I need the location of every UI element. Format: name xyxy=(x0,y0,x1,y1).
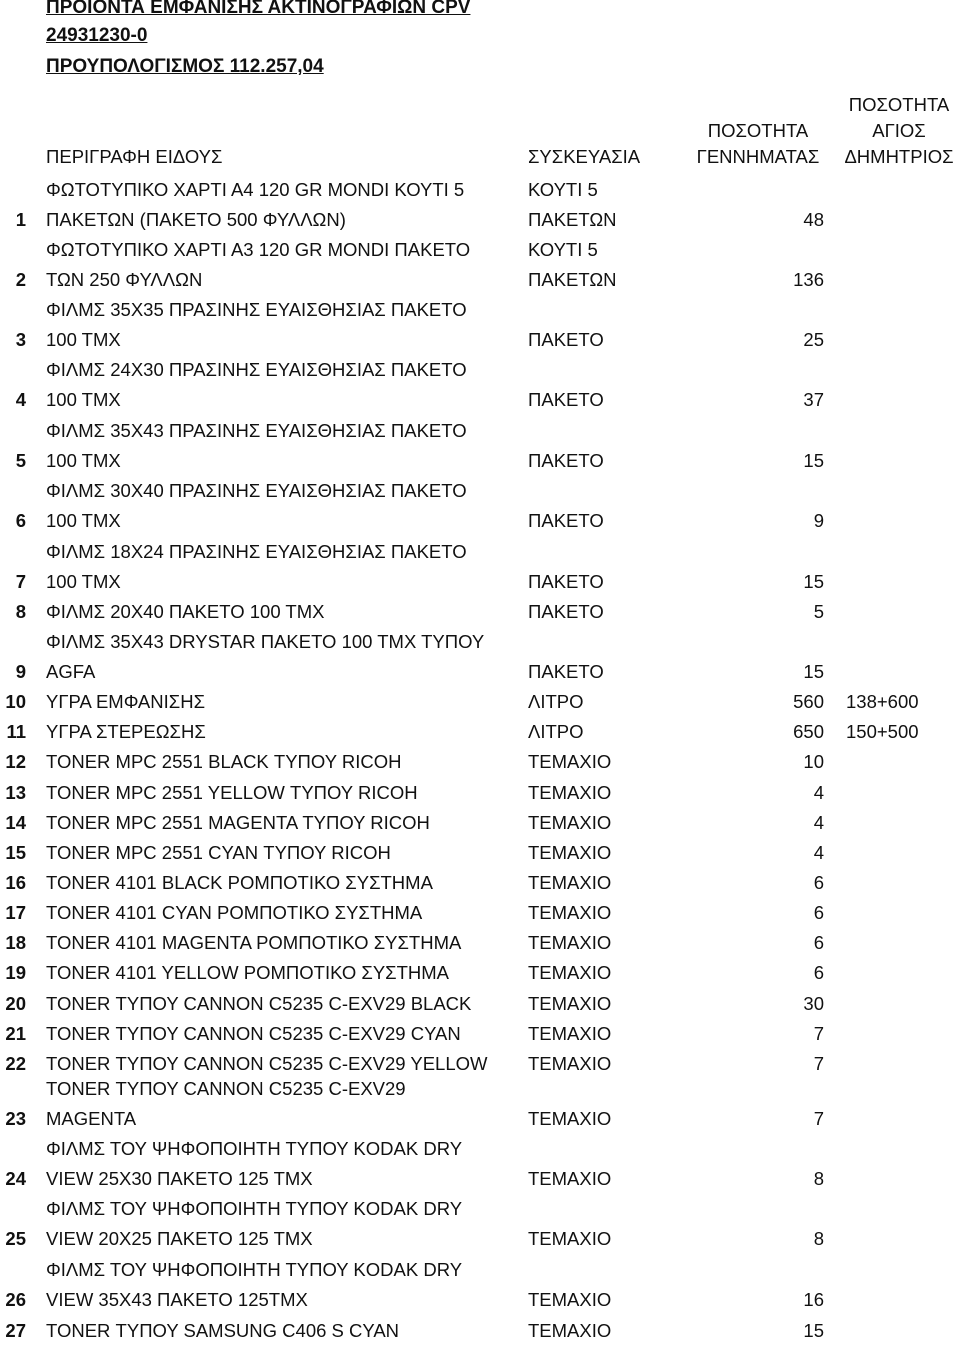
qty-gennimatas: 15 xyxy=(803,571,824,592)
item-description: 100 ΤΜΧ xyxy=(46,571,121,592)
row-number: 11 xyxy=(6,721,26,742)
item-packaging: ΠΑΚΕΤΟ xyxy=(528,661,604,682)
item-description: TONER ΤΥΠΟΥ CANNON C5235 C-EXV29 BLACK xyxy=(46,993,472,1014)
qty-gennimatas: 136 xyxy=(793,269,824,290)
item-description: 100 ΤΜΧ xyxy=(46,389,121,410)
qty-gennimatas: 8 xyxy=(813,1228,824,1249)
item-description: VIEW 20Χ25 ΠΑΚΕΤΟ 125 ΤΜΧ xyxy=(46,1228,313,1249)
row-number: 19 xyxy=(5,962,26,983)
row-number: 21 xyxy=(5,1023,26,1044)
item-description-line1: ΦΙΛΜΣ 35Χ43 ΠΡΑΣΙΝΗΣ ΕΥΑΙΣΘΗΣΙΑΣ ΠΑΚΕΤΟ xyxy=(46,420,467,441)
row-number: 7 xyxy=(15,571,26,592)
item-description-line1: ΦΙΛΜΣ ΤΟΥ ΨΗΦΟΠΟΙΗΤΗ ΤΥΠΟΥ KODAK DRY xyxy=(46,1138,463,1159)
item-description: TONER 4101 MAGENTA ΡΟΜΠΟΤΙΚΟ ΣΥΣΤΗΜΑ xyxy=(46,932,462,953)
item-packaging: ΤΕΜΑΧΙΟ xyxy=(528,1168,612,1189)
item-packaging: ΠΑΚΕΤΟ xyxy=(528,329,604,350)
item-packaging: ΠΑΚΕΤΩΝ xyxy=(528,209,617,230)
item-description: TONER MPC 2551 YELLOW ΤΥΠΟΥ RICOH xyxy=(46,782,418,803)
item-packaging-line1: ΚΟΥΤΙ 5 xyxy=(528,239,598,260)
qty-gennimatas: 48 xyxy=(803,209,824,230)
item-description: ΤΩΝ 250 ΦΥΛΛΩΝ xyxy=(46,269,203,290)
qty-gennimatas: 6 xyxy=(813,932,824,953)
qty-gennimatas: 650 xyxy=(793,721,824,742)
row-number: 16 xyxy=(5,872,26,893)
qty-gennimatas: 15 xyxy=(803,450,824,471)
qty-gennimatas: 8 xyxy=(813,1168,824,1189)
item-description: TONER MPC 2551 CYAN ΤΥΠΟΥ RICOH xyxy=(46,842,391,863)
item-packaging: ΤΕΜΑΧΙΟ xyxy=(528,1053,612,1074)
qty-gennimatas: 6 xyxy=(813,902,824,923)
budget-line: ΠΡΟΥΠΟΛΟΓΙΣΜΟΣ 112.257,04 xyxy=(46,56,324,77)
row-number: 26 xyxy=(5,1289,26,1310)
col-header-qty-gennimatas-l2: ΓΕΝΝΗΜΑΤΑΣ xyxy=(696,146,820,167)
qty-gennimatas: 6 xyxy=(813,872,824,893)
item-packaging: ΠΑΚΕΤΟ xyxy=(528,389,604,410)
row-number: 18 xyxy=(5,932,26,953)
item-description: TONER MPC 2551 MAGENTA ΤΥΠΟΥ RICOH xyxy=(46,812,430,833)
item-description-line1: ΦΩΤΟΤΥΠΙΚΟ ΧΑΡΤΙ Α3 120 GR MONDI ΠΑΚΕΤΟ xyxy=(46,239,471,260)
row-number: 23 xyxy=(5,1108,26,1129)
row-number: 8 xyxy=(15,601,26,622)
row-number: 27 xyxy=(5,1320,26,1341)
item-description-line1: ΦΙΛΜΣ 18Χ24 ΠΡΑΣΙΝΗΣ ΕΥΑΙΣΘΗΣΙΑΣ ΠΑΚΕΤΟ xyxy=(46,541,467,562)
item-description: TONER 4101 CYAN ΡΟΜΠΟΤΙΚΟ ΣΥΣΤΗΜΑ xyxy=(46,902,423,923)
item-packaging: ΤΕΜΑΧΙΟ xyxy=(528,1228,612,1249)
item-description-line1: ΦΙΛΜΣ 35Χ43 DRYSTAR ΠΑΚΕΤΟ 100 ΤΜΧ ΤΥΠΟΥ xyxy=(46,631,485,652)
item-description: ΥΓΡΑ ΕΜΦΑΝΙΣΗΣ xyxy=(46,691,206,712)
row-number: 17 xyxy=(5,902,26,923)
qty-gennimatas: 7 xyxy=(813,1108,824,1129)
item-packaging: ΤΕΜΑΧΙΟ xyxy=(528,751,612,772)
qty-gennimatas: 10 xyxy=(803,751,824,772)
col-header-qty-gennimatas-l1: ΠΟΣΟΤΗΤΑ xyxy=(707,120,809,141)
qty-agios-dimitrios: 150+500 xyxy=(846,721,919,742)
item-description: ΥΓΡΑ ΣΤΕΡΕΩΣΗΣ xyxy=(46,721,206,742)
item-description-line1: ΦΙΛΜΣ 24Χ30 ΠΡΑΣΙΝΗΣ ΕΥΑΙΣΘΗΣΙΑΣ ΠΑΚΕΤΟ xyxy=(46,359,467,380)
qty-gennimatas: 30 xyxy=(803,993,824,1014)
qty-gennimatas: 15 xyxy=(803,661,824,682)
item-description: 100 ΤΜΧ xyxy=(46,510,121,531)
col-header-qty-agios-l1: ΠΟΣΟΤΗΤΑ xyxy=(848,94,950,115)
item-packaging: ΤΕΜΑΧΙΟ xyxy=(528,993,612,1014)
col-header-qty-agios-l3: ΔΗΜΗΤΡΙΟΣ xyxy=(844,146,954,167)
row-number: 10 xyxy=(5,691,26,712)
item-packaging: ΤΕΜΑΧΙΟ xyxy=(528,842,612,863)
item-packaging-line1: ΚΟΥΤΙ 5 xyxy=(528,179,598,200)
item-description: TONER 4101 BLACK ΡΟΜΠΟΤΙΚΟ ΣΥΣΤΗΜΑ xyxy=(46,872,433,893)
item-description: TONER MPC 2551 BLACK ΤΥΠΟΥ RICOH xyxy=(46,751,402,772)
col-header-description: ΠΕΡΙΓΡΑΦΗ ΕΙΔΟΥΣ xyxy=(46,146,223,167)
qty-gennimatas: 7 xyxy=(813,1053,824,1074)
item-description-line1: ΦΙΛΜΣ 35Χ35 ΠΡΑΣΙΝΗΣ ΕΥΑΙΣΘΗΣΙΑΣ ΠΑΚΕΤΟ xyxy=(46,299,467,320)
item-description-line1: ΦΩΤΟΤΥΠΙΚΟ ΧΑΡΤΙ Α4 120 GR MONDI ΚΟΥΤΙ 5 xyxy=(46,179,465,200)
qty-gennimatas: 25 xyxy=(803,329,824,350)
row-number: 3 xyxy=(15,329,26,350)
row-number: 1 xyxy=(15,209,26,230)
item-packaging: ΤΕΜΑΧΙΟ xyxy=(528,1108,612,1129)
item-packaging: ΤΕΜΑΧΙΟ xyxy=(528,812,612,833)
row-number: 2 xyxy=(15,269,26,290)
item-description: 100 ΤΜΧ xyxy=(46,450,121,471)
item-packaging: ΠΑΚΕΤΟ xyxy=(528,510,604,531)
item-description: TONER ΤΥΠΟΥ SAMSUNG C406 S CYAN xyxy=(46,1320,400,1341)
item-description: TONER ΤΥΠΟΥ CANNON C5235 C-EXV29 YELLOW xyxy=(46,1053,488,1074)
qty-gennimatas: 15 xyxy=(803,1320,824,1341)
row-number: 15 xyxy=(5,842,26,863)
qty-gennimatas: 4 xyxy=(813,782,824,803)
col-header-qty-agios-l2: ΑΓΙΟΣ xyxy=(872,120,926,141)
item-packaging: ΤΕΜΑΧΙΟ xyxy=(528,1023,612,1044)
item-packaging: ΛΙΤΡΟ xyxy=(528,721,584,742)
qty-gennimatas: 560 xyxy=(793,691,824,712)
qty-gennimatas: 16 xyxy=(803,1289,824,1310)
item-packaging: ΠΑΚΕΤΟ xyxy=(528,571,604,592)
qty-gennimatas: 4 xyxy=(813,812,824,833)
item-packaging: ΤΕΜΑΧΙΟ xyxy=(528,782,612,803)
row-number: 12 xyxy=(5,751,26,772)
qty-gennimatas: 6 xyxy=(813,962,824,983)
qty-gennimatas: 7 xyxy=(813,1023,824,1044)
col-header-packaging: ΣΥΣΚΕΥΑΣΙΑ xyxy=(528,146,641,167)
item-description: ΠΑΚΕΤΩΝ (ΠΑΚΕΤΟ 500 ΦΥΛΛΩΝ) xyxy=(46,209,346,230)
item-description: ΦΙΛΜΣ 20Χ40 ΠΑΚΕΤΟ 100 ΤΜΧ xyxy=(46,601,325,622)
item-description: VIEW 25X30 ΠΑΚΕΤΟ 125 ΤΜΧ xyxy=(46,1168,313,1189)
item-description: AGFA xyxy=(46,661,96,682)
cpv-code: 24931230-0 xyxy=(46,25,148,46)
qty-gennimatas: 5 xyxy=(813,601,824,622)
item-description: VIEW 35X43 ΠΑΚΕΤΟ 125ΤΜΧ xyxy=(46,1289,308,1310)
item-packaging: ΠΑΚΕΤΟ xyxy=(528,450,604,471)
item-description: MAGENTA xyxy=(46,1108,137,1129)
item-packaging: ΤΕΜΑΧΙΟ xyxy=(528,932,612,953)
item-packaging: ΤΕΜΑΧΙΟ xyxy=(528,902,612,923)
row-number: 13 xyxy=(5,782,26,803)
row-number: 5 xyxy=(15,450,26,471)
row-number: 6 xyxy=(15,510,26,531)
row-number: 14 xyxy=(5,812,26,833)
item-description-line1: ΦΙΛΜΣ ΤΟΥ ΨΗΦΟΠΟΙΗΤΗ ΤΥΠΟΥ KODAK DRY xyxy=(46,1259,463,1280)
qty-gennimatas: 4 xyxy=(813,842,824,863)
item-packaging: ΤΕΜΑΧΙΟ xyxy=(528,1289,612,1310)
item-description: TONER ΤΥΠΟΥ CANNON C5235 C-EXV29 CYAN xyxy=(46,1023,461,1044)
item-packaging: ΤΕΜΑΧΙΟ xyxy=(528,1320,612,1341)
row-number: 24 xyxy=(5,1168,26,1189)
item-packaging: ΤΕΜΑΧΙΟ xyxy=(528,962,612,983)
row-number: 4 xyxy=(15,389,26,410)
item-description: 100 ΤΜΧ xyxy=(46,329,121,350)
row-number: 20 xyxy=(5,993,26,1014)
item-packaging: ΠΑΚΕΤΩΝ xyxy=(528,269,617,290)
item-description-line1: ΦΙΛΜΣ 30Χ40 ΠΡΑΣΙΝΗΣ ΕΥΑΙΣΘΗΣΙΑΣ ΠΑΚΕΤΟ xyxy=(46,480,467,501)
qty-gennimatas: 9 xyxy=(813,510,824,531)
item-description-line1: ΦΙΛΜΣ ΤΟΥ ΨΗΦΟΠΟΙΗΤΗ ΤΥΠΟΥ KODAK DRY xyxy=(46,1198,463,1219)
item-description: TONER 4101 YELLOW ΡΟΜΠΟΤΙΚΟ ΣΥΣΤΗΜΑ xyxy=(46,962,450,983)
item-packaging: ΠΑΚΕΤΟ xyxy=(528,601,604,622)
item-description-line1: TONER ΤΥΠΟΥ CANNON C5235 C-EXV29 xyxy=(46,1078,406,1099)
row-number: 9 xyxy=(15,661,26,682)
row-number: 22 xyxy=(5,1053,26,1074)
row-number: 25 xyxy=(5,1228,26,1249)
item-packaging: ΛΙΤΡΟ xyxy=(528,691,584,712)
doc-title: ΠΡΟΙΟΝΤΑ ΕΜΦΑΝΙΣΗΣ ΑΚΤΙΝΟΓΡΑΦΙΩΝ CPV xyxy=(46,0,471,18)
qty-gennimatas: 37 xyxy=(803,389,824,410)
qty-agios-dimitrios: 138+600 xyxy=(846,691,919,712)
item-packaging: ΤΕΜΑΧΙΟ xyxy=(528,872,612,893)
